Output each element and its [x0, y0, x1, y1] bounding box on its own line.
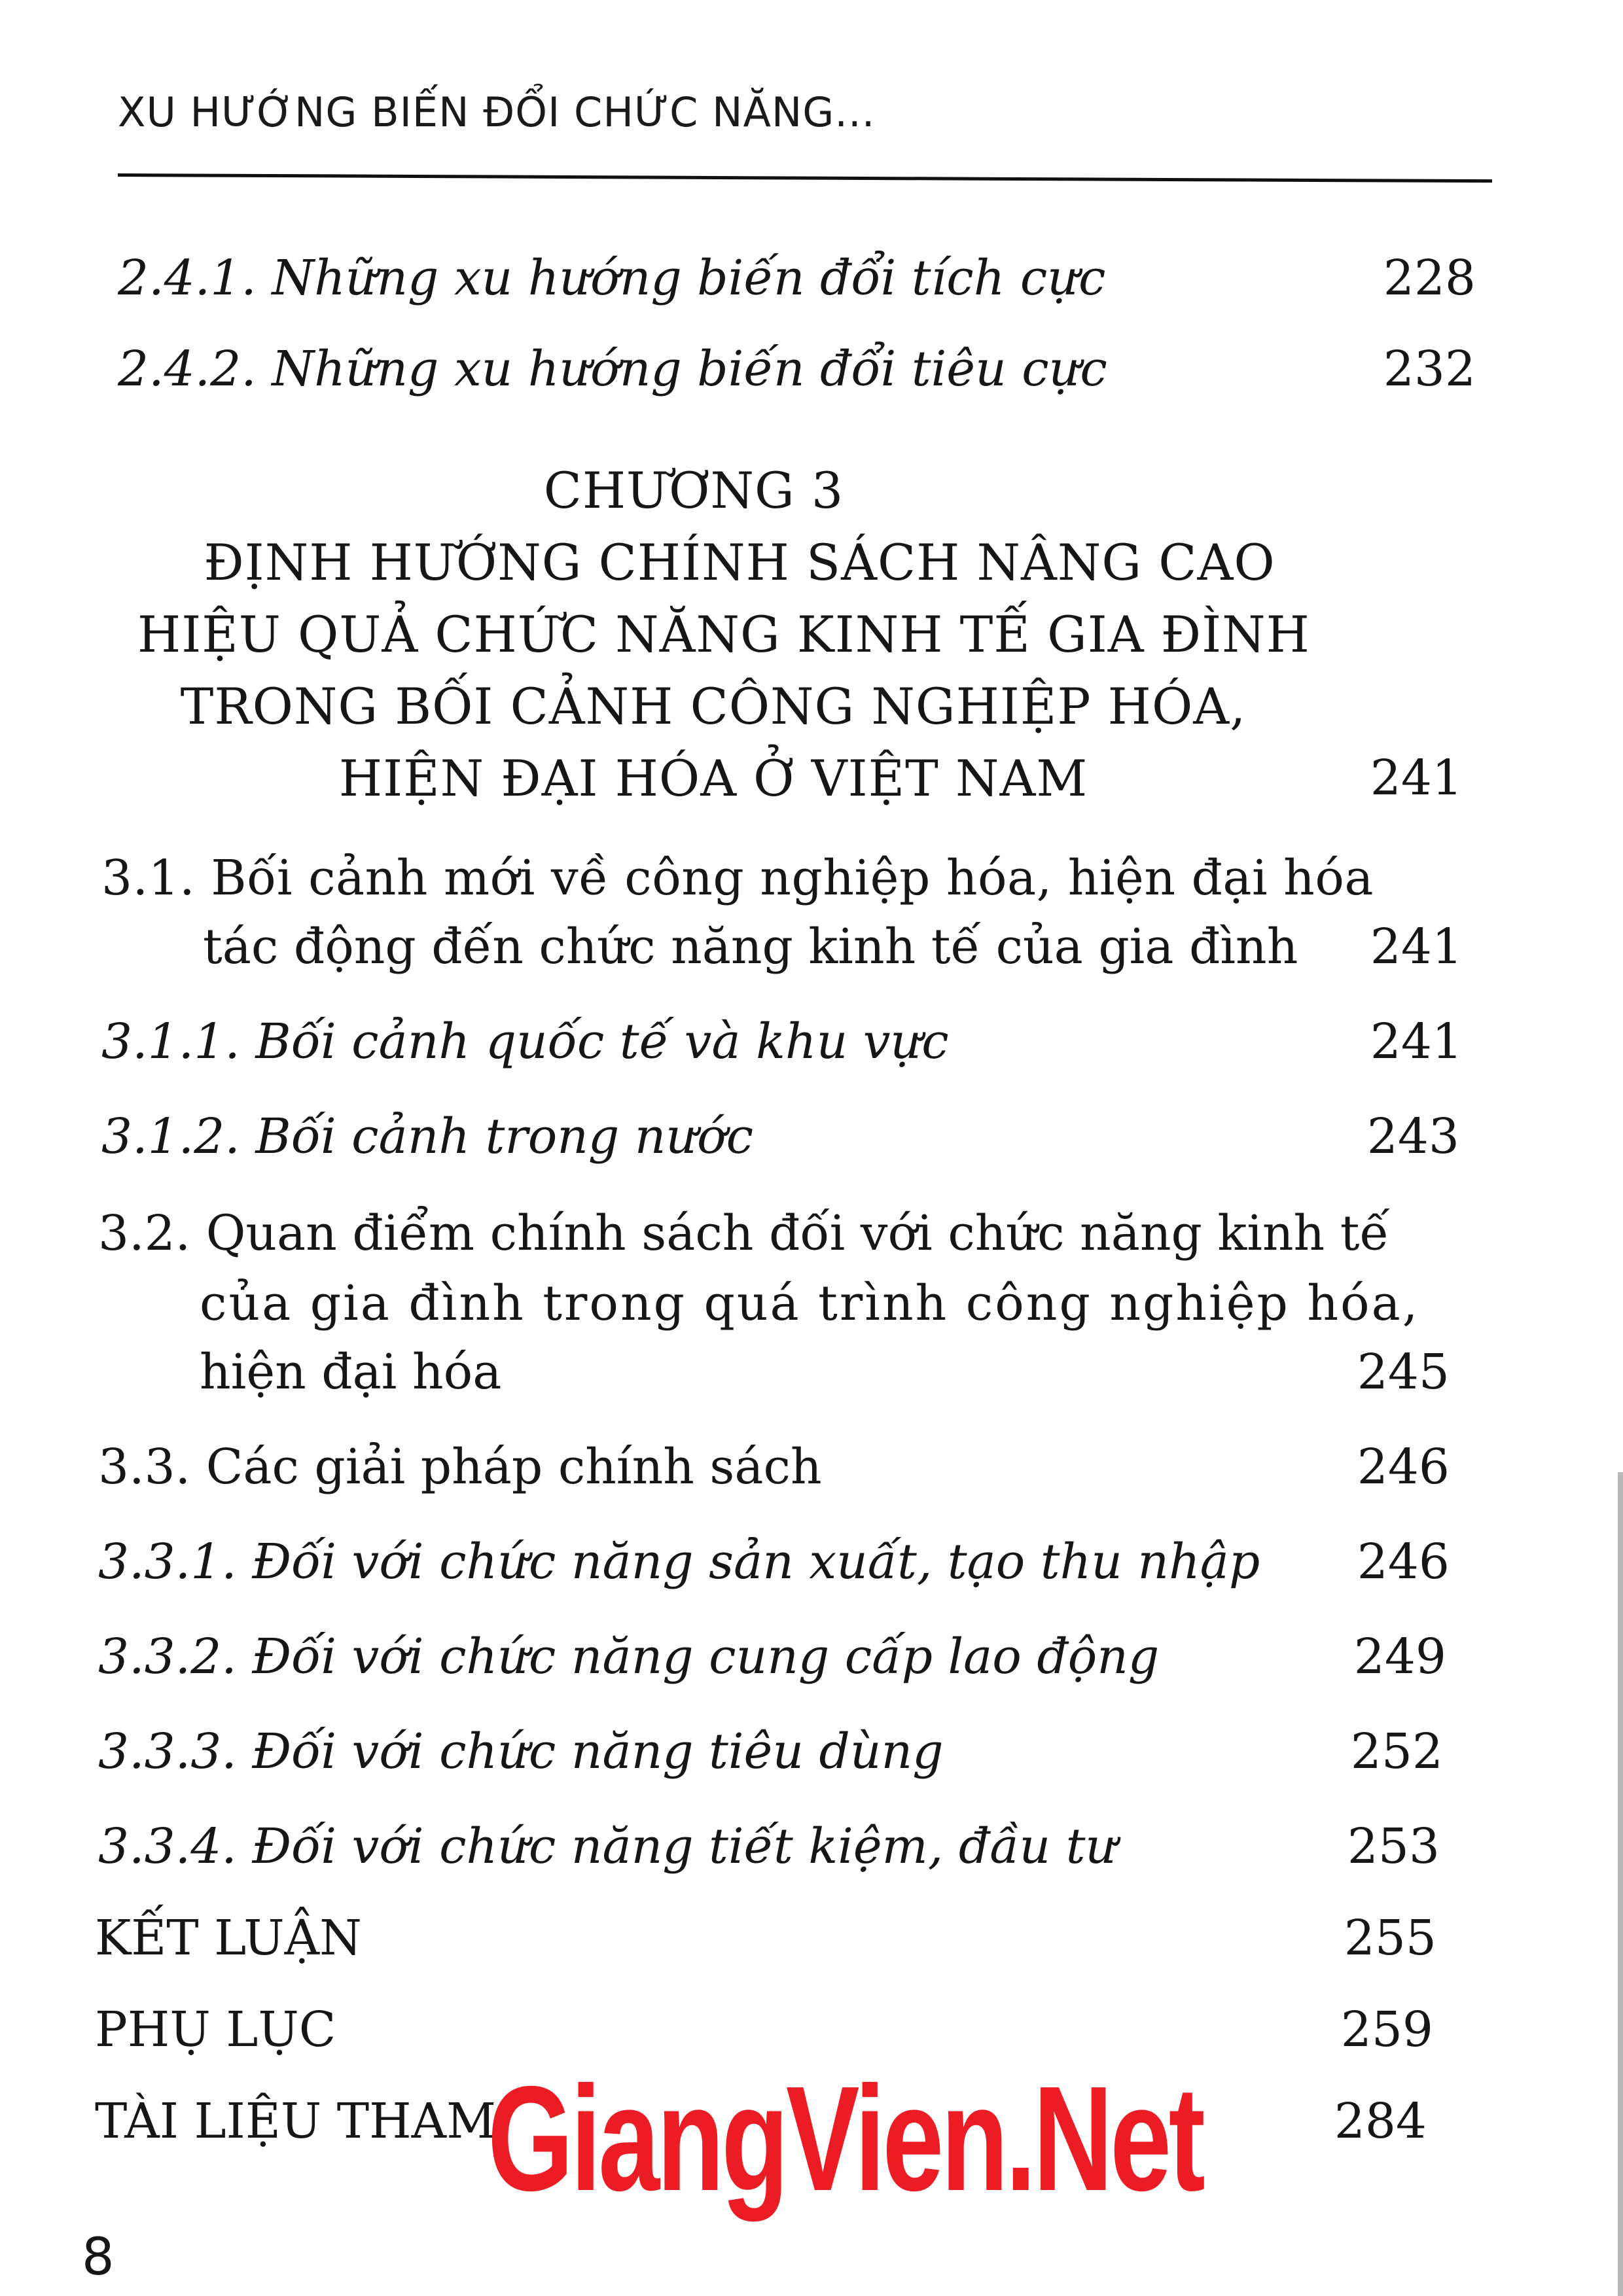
toc-page-3-3-1: 246 [1357, 1534, 1450, 1590]
toc-entry-3-3-2[interactable]: 3.3.2. Đối với chức năng cung cấp lao động [98, 1629, 1160, 1685]
toc-entry-phu-luc[interactable]: PHỤ LỤC [95, 2002, 336, 2058]
toc-entry-3-3-1[interactable]: 3.3.1. Đối với chức năng sản xuất, tạo thu nhập [98, 1534, 1260, 1590]
toc-page-2-4-2: 232 [1383, 341, 1476, 397]
toc-entry-3-2-line-3[interactable]: hiện đại hóa [200, 1344, 502, 1400]
chapter-title-line-3[interactable]: TRONG BỐI CẢNH CÔNG NGHIỆP HÓA, [180, 677, 1247, 735]
chapter-title-line-1[interactable]: ĐỊNH HƯỚNG CHÍNH SÁCH NÂNG CAO [204, 533, 1275, 592]
toc-page-ket-luan: 255 [1344, 1910, 1436, 1966]
toc-page-3-3: 246 [1357, 1439, 1450, 1495]
toc-page-3-3-3: 252 [1350, 1723, 1443, 1780]
toc-page-tai-lieu: 284 [1334, 2093, 1427, 2149]
toc-page-3-3-2: 249 [1353, 1629, 1446, 1685]
toc-entry-ket-luan[interactable]: KẾT LUẬN [95, 1910, 362, 1966]
toc-entry-2-4-1[interactable]: 2.4.1. Những xu hướng biến đổi tích cực [118, 250, 1106, 306]
watermark-logo: GiangVien.Net [488, 2056, 1203, 2222]
toc-entry-3-1-1[interactable]: 3.1.1. Bối cảnh quốc tế và khu vực [101, 1014, 949, 1070]
chapter-label: CHƯƠNG 3 [543, 461, 844, 520]
chapter-title-line-2[interactable]: HIỆU QUẢ CHỨC NĂNG KINH TẾ GIA ĐÌNH [137, 605, 1310, 663]
toc-entry-3-1-line-2[interactable]: tác động đến chức năng kinh tế của gia đình [203, 919, 1298, 975]
toc-entry-2-4-2[interactable]: 2.4.2. Những xu hướng biến đổi tiêu cực [118, 341, 1107, 397]
toc-page-3-2: 245 [1357, 1344, 1450, 1400]
toc-entry-3-3-4[interactable]: 3.3.4. Đối với chức năng tiết kiệm, đầu tư [98, 1818, 1117, 1875]
toc-entry-3-2-line-2[interactable]: của gia đình trong quá trình công nghiệp hóa, [200, 1275, 1420, 1332]
scan-edge-shadow [1618, 1472, 1623, 2296]
page-number: 8 [82, 2228, 115, 2287]
toc-page-2-4-1: 228 [1383, 250, 1476, 306]
toc-entry-3-1-2[interactable]: 3.1.2. Bối cảnh trong nước [101, 1108, 754, 1165]
toc-entry-3-3-3[interactable]: 3.3.3. Đối với chức năng tiêu dùng [98, 1723, 944, 1780]
toc-page-3-3-4: 253 [1347, 1818, 1440, 1875]
chapter-title-line-4[interactable]: HIỆN ĐẠI HÓA Ở VIỆT NAM [338, 749, 1088, 807]
toc-entry-3-2-line-1[interactable]: 3.2. Quan điểm chính sách đối với chức năng kinh tế [98, 1205, 1389, 1262]
toc-page-3-1: 241 [1370, 919, 1463, 975]
toc-page-phu-luc: 259 [1340, 2002, 1433, 2058]
toc-entry-3-3[interactable]: 3.3. Các giải pháp chính sách [98, 1439, 822, 1495]
running-head: XU HƯỚNG BIẾN ĐỔI CHỨC NĂNG... [118, 88, 876, 136]
toc-page-3-1-2: 243 [1366, 1108, 1459, 1165]
header-rule [118, 173, 1492, 183]
toc-page-3-1-1: 241 [1370, 1014, 1463, 1070]
toc-page-chapter-3: 241 [1370, 750, 1463, 806]
toc-entry-tai-lieu[interactable]: TÀI LIỆU THAM [95, 2093, 496, 2149]
toc-entry-3-1-line-1[interactable]: 3.1. Bối cảnh mới về công nghiệp hóa, hiện đại hóa [101, 850, 1374, 906]
